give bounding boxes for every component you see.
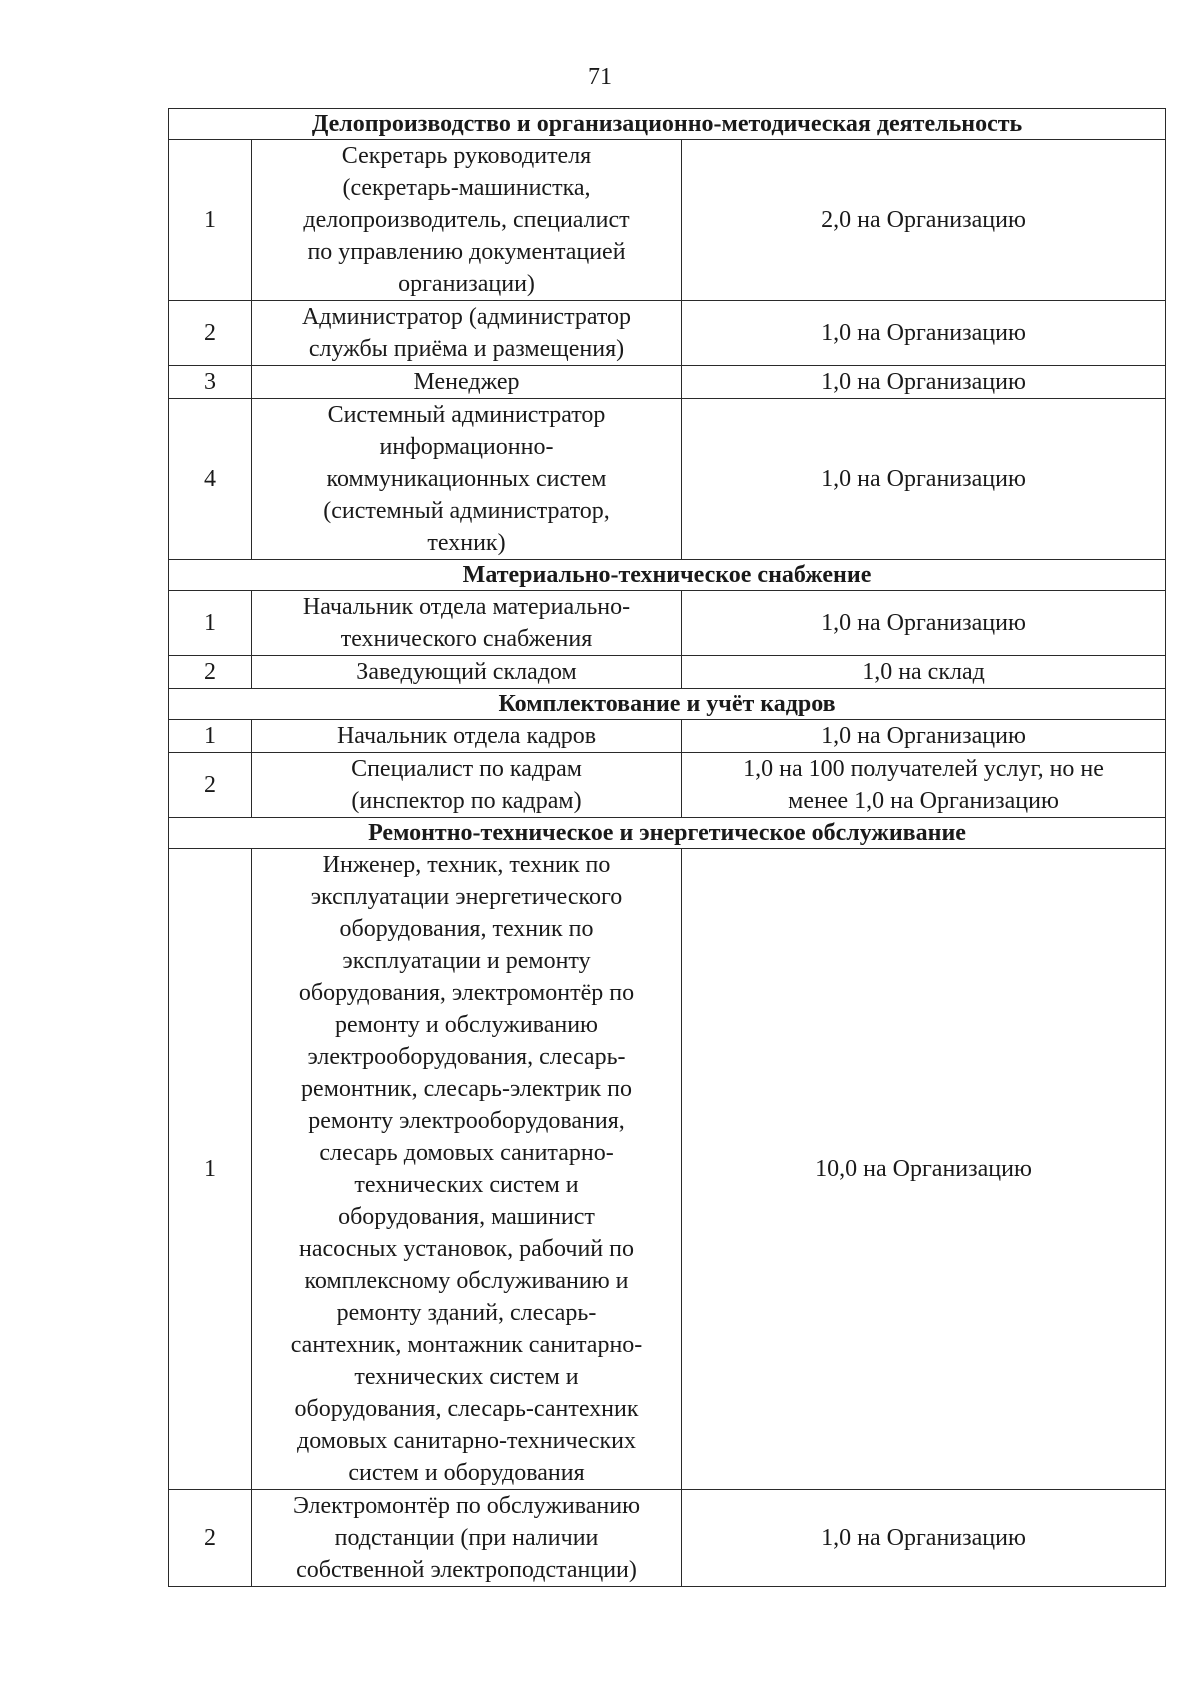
norm-line: менее 1,0 на Организацию xyxy=(788,788,1059,814)
section-header-row xyxy=(169,689,1166,720)
position-line: Электромонтёр по обслуживанию xyxy=(292,1493,641,1519)
position-line: техник) xyxy=(427,530,506,556)
position-line: информационно- xyxy=(379,434,554,460)
section-title: Делопроизводство и организационно-методическая деятельность xyxy=(169,109,1166,140)
position-line: эксплуатации энергетического xyxy=(310,884,623,910)
page-number: 71 xyxy=(588,64,612,90)
position-line: слесарь домовых санитарно- xyxy=(319,1140,614,1166)
table-row xyxy=(169,366,1166,399)
staffing-norm xyxy=(682,1490,1166,1587)
position-line: насосных установок, рабочий по xyxy=(299,1236,634,1262)
position-line: домовых санитарно-технических xyxy=(297,1428,636,1454)
position-title xyxy=(252,301,682,366)
position-line: оборудования, техник по xyxy=(339,916,594,942)
position-line: ремонтник, слесарь-электрик по xyxy=(301,1076,632,1102)
row-number: 3 xyxy=(169,366,252,399)
row-number: 1 xyxy=(169,140,252,301)
position-line: (инспектор по кадрам) xyxy=(351,788,582,814)
position-line: Начальник отдела материально- xyxy=(302,594,631,620)
row-number: 1 xyxy=(169,849,252,1490)
table-row xyxy=(169,140,1166,301)
position-line: коммуникационных систем xyxy=(326,466,607,492)
staffing-norms-table xyxy=(168,108,1166,1587)
table-row xyxy=(169,720,1166,753)
position-title xyxy=(252,720,682,753)
norm-line: 1,0 на склад xyxy=(862,659,985,685)
position-line: сантехник, монтажник санитарно- xyxy=(290,1332,643,1358)
position-line: систем и оборудования xyxy=(348,1460,585,1486)
position-line: Администратор (администратор xyxy=(301,304,632,330)
staffing-norm xyxy=(682,849,1166,1490)
position-title xyxy=(252,849,682,1490)
section-title: Материально-техническое снабжение xyxy=(169,560,1166,591)
staffing-norm xyxy=(682,591,1166,656)
table-row xyxy=(169,301,1166,366)
position-line: ремонту электрооборудования, xyxy=(308,1108,625,1134)
position-line: Системный администратор xyxy=(327,402,606,428)
row-number: 1 xyxy=(169,591,252,656)
staffing-norm xyxy=(682,140,1166,301)
norm-line: 1,0 на Организацию xyxy=(821,723,1026,749)
position-line: (системный администратор, xyxy=(323,498,610,524)
table-row xyxy=(169,656,1166,689)
staffing-norm xyxy=(682,753,1166,818)
row-number: 4 xyxy=(169,399,252,560)
position-line: комплексному обслуживанию и xyxy=(304,1268,629,1294)
position-title xyxy=(252,366,682,399)
position-line: (секретарь-машинистка, xyxy=(342,175,591,201)
position-title xyxy=(252,591,682,656)
norm-line: 1,0 на Организацию xyxy=(821,320,1026,346)
norm-line: 1,0 на Организацию xyxy=(821,466,1026,492)
row-number: 2 xyxy=(169,301,252,366)
position-line: Заведующий складом xyxy=(356,659,577,685)
staffing-norm xyxy=(682,301,1166,366)
staffing-norm xyxy=(682,656,1166,689)
table-row xyxy=(169,591,1166,656)
table-row xyxy=(169,849,1166,1490)
row-number: 1 xyxy=(169,720,252,753)
position-line: технического снабжения xyxy=(340,626,593,652)
position-line: оборудования, слесарь-сантехник xyxy=(294,1396,639,1422)
norm-line: 10,0 на Организацию xyxy=(815,1156,1032,1182)
row-number: 2 xyxy=(169,656,252,689)
section-title: Комплектование и учёт кадров xyxy=(169,689,1166,720)
position-line: Менеджер xyxy=(413,369,520,395)
position-line: оборудования, машинист xyxy=(338,1204,595,1230)
position-line: электрооборудования, слесарь- xyxy=(307,1044,626,1070)
position-line: Инженер, техник, техник по xyxy=(322,852,611,878)
staffing-norm xyxy=(682,720,1166,753)
norm-line: 2,0 на Организацию xyxy=(821,207,1026,233)
section-title: Ремонтно-техническое и энергетическое обслуживание xyxy=(169,818,1166,849)
position-line: ремонту и обслуживанию xyxy=(335,1012,598,1038)
position-line: эксплуатации и ремонту xyxy=(342,948,591,974)
norm-line: 1,0 на 100 получателей услуг, но не xyxy=(743,756,1104,782)
position-title xyxy=(252,399,682,560)
position-title xyxy=(252,1490,682,1587)
norm-line: 1,0 на Организацию xyxy=(821,610,1026,636)
table-row xyxy=(169,753,1166,818)
position-line: технических систем и xyxy=(354,1172,579,1198)
position-line: Секретарь руководителя xyxy=(341,143,592,169)
table-row xyxy=(169,399,1166,560)
section-header-row xyxy=(169,818,1166,849)
position-line: Начальник отдела кадров xyxy=(336,723,597,749)
staffing-norm xyxy=(682,399,1166,560)
position-line: ремонту зданий, слесарь- xyxy=(336,1300,597,1326)
position-line: по управлению документацией xyxy=(307,239,626,265)
staffing-norms-table-body xyxy=(169,109,1166,1587)
position-line: технических систем и xyxy=(354,1364,579,1390)
section-header-row xyxy=(169,109,1166,140)
row-number: 2 xyxy=(169,753,252,818)
section-header-row xyxy=(169,560,1166,591)
position-title xyxy=(252,753,682,818)
norm-line: 1,0 на Организацию xyxy=(821,1525,1026,1551)
norm-line: 1,0 на Организацию xyxy=(821,369,1026,395)
staffing-norm xyxy=(682,366,1166,399)
position-line: службы приёма и размещения) xyxy=(308,336,625,362)
position-line: оборудования, электромонтёр по xyxy=(298,980,635,1006)
position-line: Специалист по кадрам xyxy=(351,756,582,782)
table-row xyxy=(169,1490,1166,1587)
position-line: собственной электроподстанции) xyxy=(296,1557,637,1583)
position-title xyxy=(252,140,682,301)
position-line: подстанции (при наличии xyxy=(334,1525,599,1551)
position-line: делопроизводитель, специалист xyxy=(303,207,630,233)
position-line: организации) xyxy=(398,271,535,297)
row-number: 2 xyxy=(169,1490,252,1587)
position-title xyxy=(252,656,682,689)
